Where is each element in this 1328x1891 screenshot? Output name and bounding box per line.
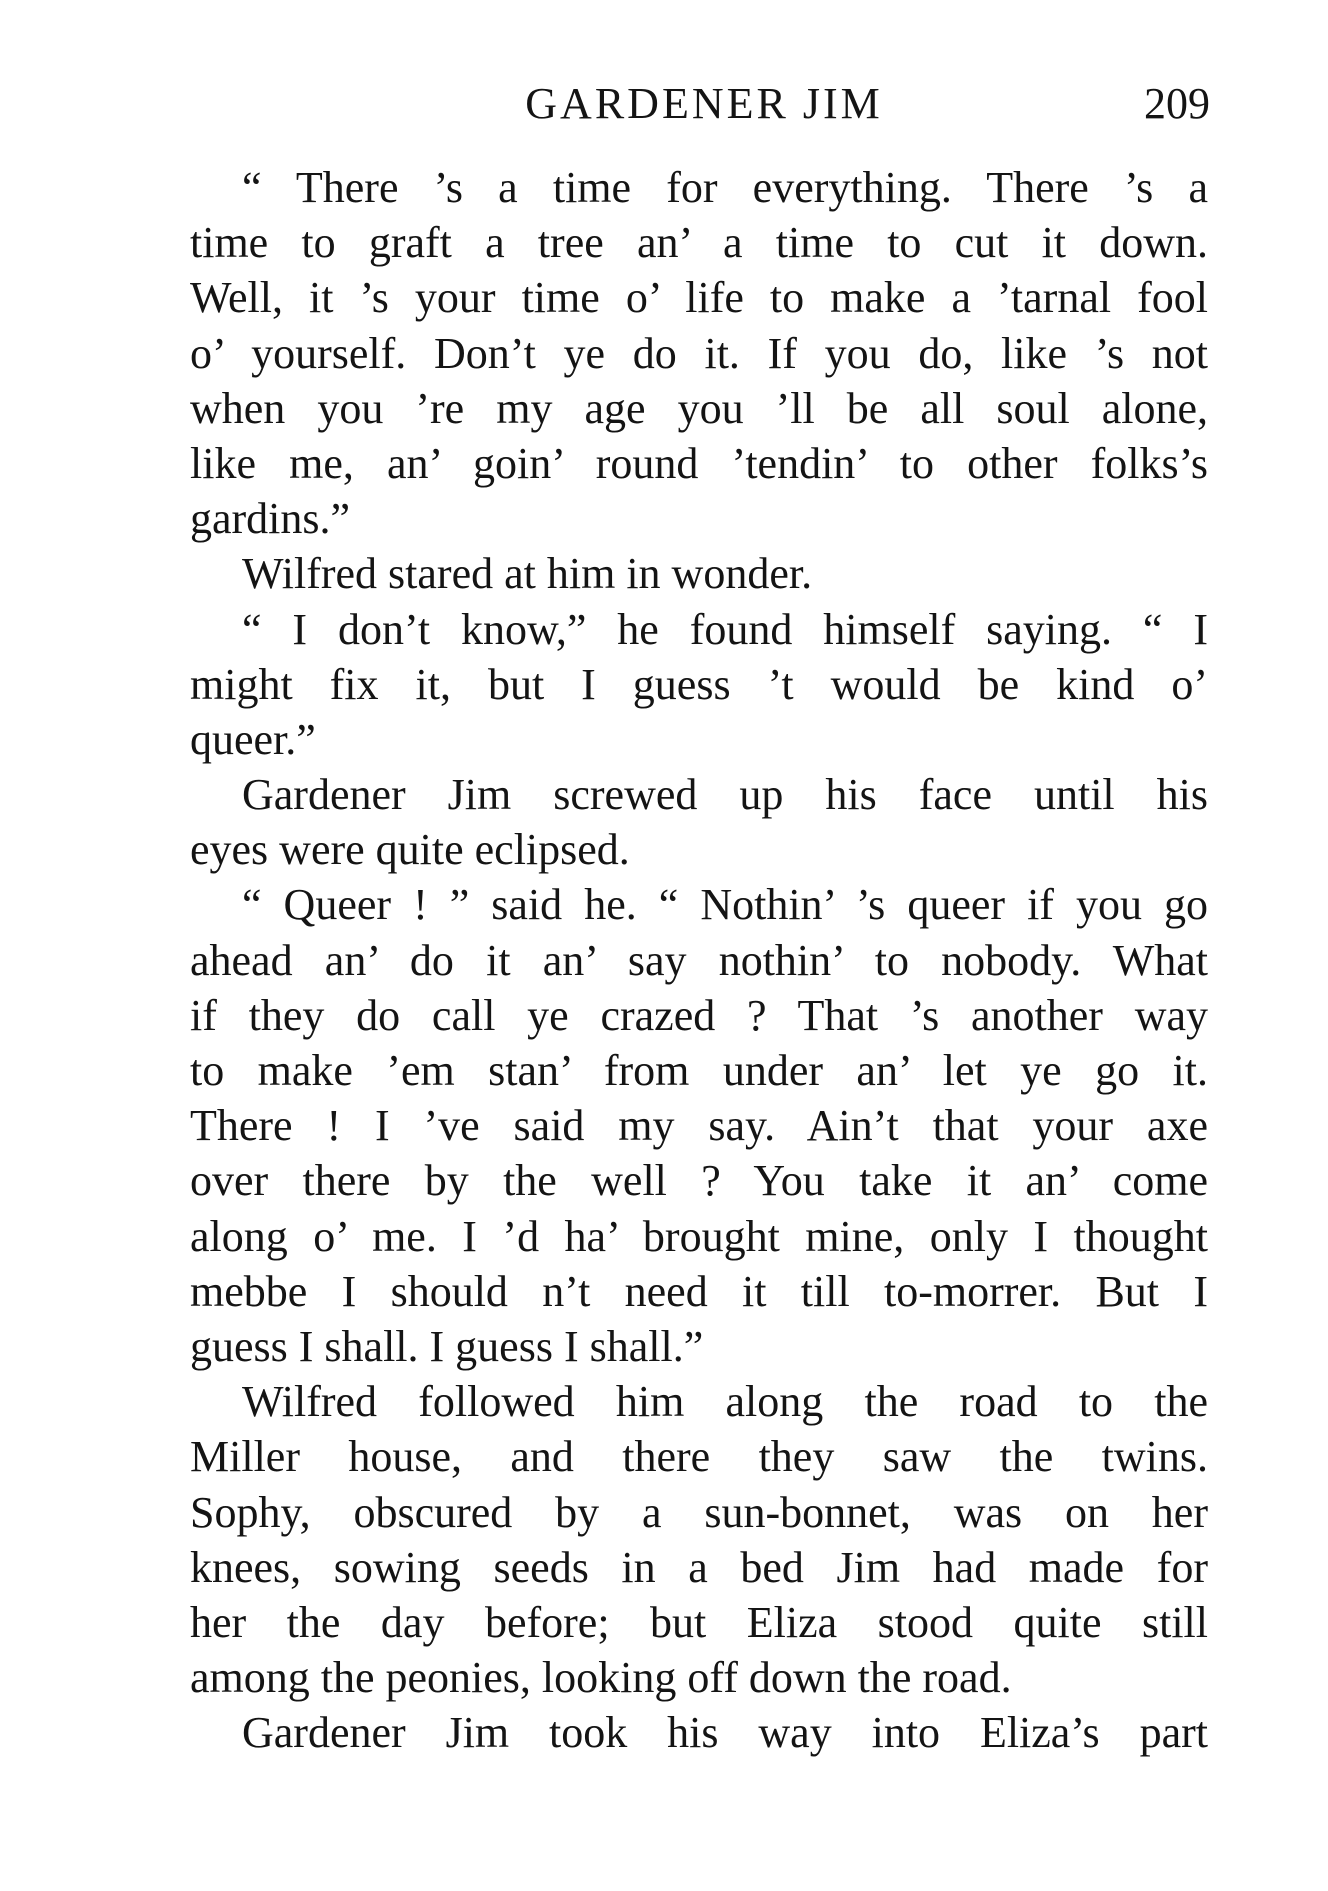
text-line: Well, it ’s your time o’ life to make a ’tarnal fool	[190, 273, 1208, 323]
text-line: like me, an’ goin’ round ’tendin’ to other folks’s	[190, 438, 1208, 488]
text-line: guess I shall. I guess I shall.”	[190, 1321, 704, 1371]
text-line: “ I don’t know,” he found himself saying. “ I	[242, 604, 1208, 654]
text-line: ahead an’ do it an’ say nothin’ to nobody. What	[190, 935, 1208, 985]
text-line: Miller house, and there they saw the twins.	[190, 1432, 1208, 1482]
text-line: if they do call ye crazed ? That ’s another way	[190, 990, 1208, 1040]
text-line: Gardener Jim screwed up his face until his	[242, 770, 1208, 820]
text-line: along o’ me. I ’d ha’ brought mine, only I thought	[190, 1211, 1208, 1261]
text-line: knees, sowing seeds in a bed Jim had made for	[190, 1542, 1208, 1592]
text-line: eyes were quite eclipsed.	[190, 825, 630, 875]
text-line: o’ yourself. Don’t ye do it. If you do, like ’s not	[190, 328, 1208, 378]
text-line: time to graft a tree an’ a time to cut it down.	[190, 218, 1208, 268]
text-line: might fix it, but I guess ’t would be kind o’	[190, 659, 1208, 709]
text-line: Wilfred followed him along the road to the	[242, 1377, 1208, 1427]
text-line: to make ’em stan’ from under an’ let ye go it.	[190, 1046, 1208, 1095]
text-line: Gardener Jim took his way into Eliza’s part	[242, 1708, 1208, 1758]
text-line: “ Queer ! ” said he. “ Nothin’ ’s queer if you go	[242, 880, 1208, 930]
text-line: “ There ’s a time for everything. There ’s a	[242, 163, 1208, 212]
text-line: her the day before; but Eliza stood quite still	[190, 1597, 1208, 1647]
text-line: when you ’re my age you ’ll be all soul alone,	[190, 383, 1208, 433]
running-title: GARDENER JIM	[525, 79, 883, 128]
text-line: queer.”	[190, 714, 316, 764]
body-text	[190, 160, 1208, 1760]
text-line: among the peonies, looking off down the road.	[190, 1653, 1012, 1703]
text-line: There ! I ’ve said my say. Ain’t that your axe	[190, 1101, 1208, 1151]
page-number: 209	[1144, 79, 1210, 128]
text-line: gardins.”	[190, 494, 351, 544]
text-line: Sophy, obscured by a sun-bonnet, was on her	[190, 1487, 1208, 1537]
text-line: mebbe I should n’t need it till to-morrer. But I	[190, 1266, 1208, 1316]
text-line: over there by the well ? You take it an’ come	[190, 1156, 1208, 1206]
running-head	[190, 78, 1218, 148]
text-line: Wilfred stared at him in wonder.	[242, 549, 813, 599]
